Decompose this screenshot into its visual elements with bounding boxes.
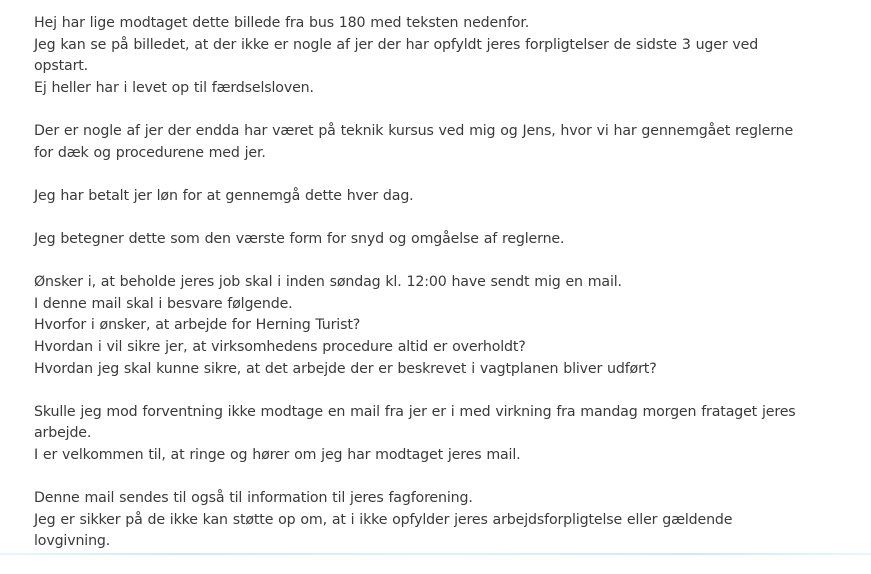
- text-line: Denne mail sendes til også til information til jeres fagforening.: [34, 490, 473, 507]
- text-line: Ej heller har i levet op til færdselsloven.: [34, 79, 314, 96]
- paragraph-salary: [34, 186, 834, 208]
- text-line: Jeg kan se på billedet, at der ikke er nogle af jer der har opfyldt jeres forpligtelser de sidste 3 uger ved: [34, 36, 759, 53]
- question-line: Hvordan i vil sikre jer, at virksomhedens procedure altid er overholdt?: [34, 338, 526, 355]
- text-line: Jeg betegner dette som den værste form for snyd og omgåelse af reglerne.: [34, 230, 565, 247]
- text-line: for dæk og procedurene med jer.: [34, 144, 266, 161]
- text-line: lovgivning.: [34, 533, 111, 550]
- question-line: Hvordan jeg skal kunne sikre, at det arbejde der er beskrevet i vagtplanen bliver udført?: [34, 360, 657, 377]
- text-line: I er velkommen til, at ringe og hører om jeg har modtaget jeres mail.: [34, 446, 521, 463]
- text-line: Ønsker i, at beholde jeres job skal i inden søndag kl. 12:00 have sendt mig en mail.: [34, 274, 622, 291]
- paragraph-questions: [34, 272, 834, 380]
- text-line: Skulle jeg mod forventning ikke modtage en mail fra jer er i med virkning fra mandag morgen frataget jeres: [34, 403, 796, 420]
- paragraph-union: [34, 488, 834, 553]
- question-line: Hvorfor i ønsker, at arbejde for Herning Turist?: [34, 317, 361, 334]
- text-line: opstart.: [34, 58, 89, 75]
- text-line: Jeg er sikker på de ikke kan støtte op om, at i ikke opfylder jeres arbejdsforpligtelse eller gældende: [34, 511, 733, 528]
- paragraph-intro: [34, 13, 834, 99]
- text-line: arbejde.: [34, 425, 92, 442]
- paragraph-course: [34, 121, 834, 164]
- paragraph-fraud: [34, 229, 834, 251]
- text-line: Jeg har betalt jer løn for at gennemgå dette hver dag.: [34, 187, 414, 204]
- paragraph-consequence: [34, 402, 834, 467]
- email-body: [34, 13, 834, 574]
- text-line: Der er nogle af jer der endda har været på teknik kursus ved mig og Jens, hvor vi har gennemgået reglerne: [34, 122, 794, 139]
- text-line: Hej har lige modtaget dette billede fra bus 180 med teksten nedenfor.: [34, 15, 530, 31]
- text-line: I denne mail skal i besvare følgende.: [34, 295, 293, 312]
- bottom-divider: [0, 553, 871, 555]
